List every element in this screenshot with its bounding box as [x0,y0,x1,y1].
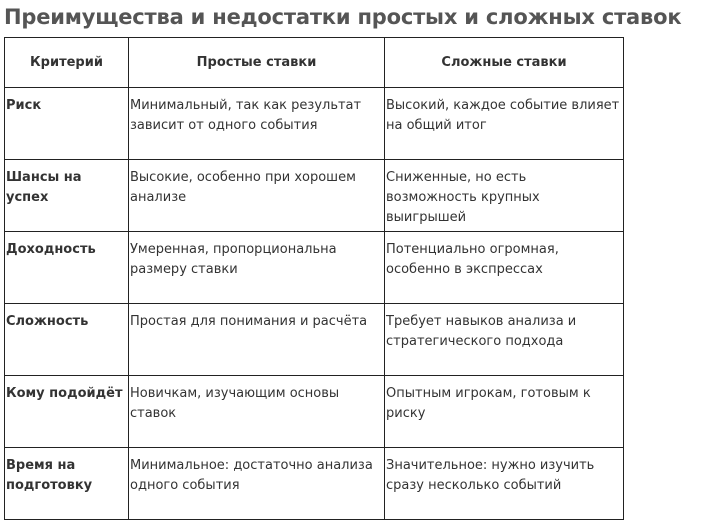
complex-bets-cell: Требует навыков анализа и стратегического подхода [385,304,624,376]
simple-bets-cell: Простая для понимания и расчёта [129,304,385,376]
criterion-cell: Время на подготовку [5,448,129,520]
table-row [5,448,624,520]
header-simple-bets: Простые ставки [129,38,385,88]
complex-bets-cell: Значительное: нужно изучить сразу несколько событий [385,448,624,520]
table-row [5,88,624,160]
simple-bets-cell: Новичкам, изучающим основы ставок [129,376,385,448]
criterion-cell: Кому подойдёт [5,376,129,448]
simple-bets-cell: Минимальный, так как результат зависит от одного события [129,88,385,160]
header-criterion: Критерий [5,38,129,88]
criterion-cell: Доходность [5,232,129,304]
complex-bets-cell: Опытным игрокам, готовым к риску [385,376,624,448]
header-complex-bets: Сложные ставки [385,38,624,88]
comparison-table [4,37,624,520]
table-row [5,232,624,304]
complex-bets-cell: Потенциально огромная, особенно в экспрессах [385,232,624,304]
page-title: Преимущества и недостатки простых и сложных ставок [4,5,682,29]
table-row [5,376,624,448]
simple-bets-cell: Высокие, особенно при хорошем анализе [129,160,385,232]
table-row [5,304,624,376]
table-header-row [5,38,624,88]
criterion-cell: Шансы на успех [5,160,129,232]
simple-bets-cell: Умеренная, пропорциональна размеру ставки [129,232,385,304]
criterion-cell: Риск [5,88,129,160]
complex-bets-cell: Сниженные, но есть возможность крупных выигрышей [385,160,624,232]
criterion-cell: Сложность [5,304,129,376]
simple-bets-cell: Минимальное: достаточно анализа одного события [129,448,385,520]
complex-bets-cell: Высокий, каждое событие влияет на общий итог [385,88,624,160]
table-row [5,160,624,232]
